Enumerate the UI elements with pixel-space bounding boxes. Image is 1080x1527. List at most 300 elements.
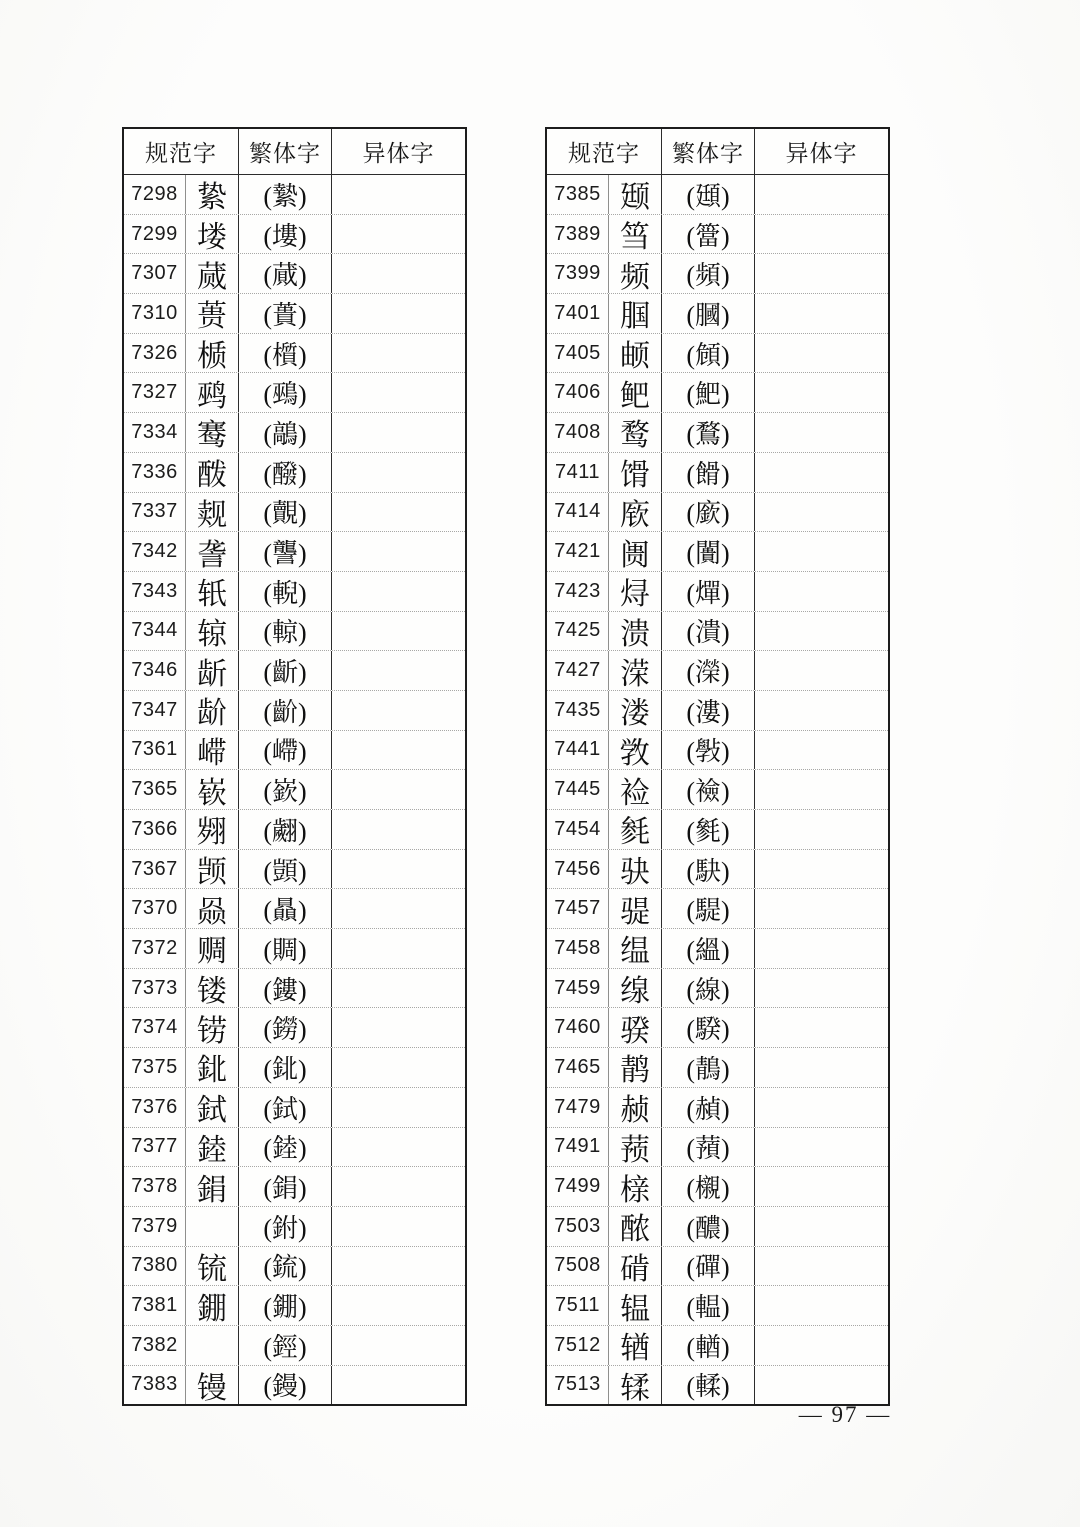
cell-traditional-character: (頠) — [661, 334, 754, 373]
table-row — [547, 1007, 888, 1047]
table-body — [547, 175, 888, 1404]
cell-traditional-character: (赬) — [661, 1088, 754, 1127]
cell-variant-character — [331, 1286, 465, 1325]
table-row — [124, 928, 465, 968]
cell-id: 7513 — [554, 1373, 601, 1396]
cell-traditional-character: (廞) — [661, 493, 754, 532]
header-standard-character: 规范字 — [145, 141, 217, 166]
cell-variant-character — [331, 1207, 465, 1246]
cell-traditional-character: (鉽) — [238, 1088, 331, 1127]
cell-traditional-character: (贔) — [238, 889, 331, 928]
cell-traditional-character: (讋) — [238, 532, 331, 571]
cell-variant-character — [331, 453, 465, 492]
cell-standard-character: 蒇 — [185, 254, 238, 293]
cell-standard-character: 腘 — [608, 294, 661, 333]
cell-traditional-character: (縕) — [661, 929, 754, 968]
cell-variant-character — [754, 929, 888, 968]
cell-id: 7365 — [131, 778, 178, 801]
cell-id: 7367 — [131, 857, 178, 880]
cell-id: 7381 — [131, 1294, 178, 1317]
cell-variant-character — [331, 1008, 465, 1047]
cell-traditional-character: (潰) — [661, 612, 754, 651]
table-row — [547, 1365, 888, 1405]
cell-traditional-character: (櫍) — [238, 334, 331, 373]
cell-traditional-character: (鶄) — [661, 1048, 754, 1087]
cell-standard-character: 鹀 — [185, 373, 238, 412]
cell-standard-character: 筜 — [608, 215, 661, 254]
cell-traditional-character: (顗) — [238, 850, 331, 889]
header-standard-character: 规范字 — [568, 141, 640, 166]
cell-variant-character — [754, 731, 888, 770]
table-row — [124, 1087, 465, 1127]
cell-variant-character — [331, 889, 465, 928]
cell-id: 7377 — [131, 1135, 178, 1158]
cell-variant-character — [331, 334, 465, 373]
table-row — [547, 1325, 888, 1365]
table-row — [547, 1047, 888, 1087]
table-row — [124, 769, 465, 809]
cell-variant-character — [754, 294, 888, 333]
cell-variant-character — [331, 929, 465, 968]
table-header-row — [547, 129, 888, 175]
cell-standard-character: 詟 — [185, 532, 238, 571]
cell-standard-character: 絷 — [185, 175, 238, 214]
cell-variant-character — [331, 493, 465, 532]
cell-id: 7435 — [554, 698, 601, 721]
table-row — [547, 175, 888, 214]
cell-id: 7361 — [131, 738, 178, 761]
cell-standard-character: 镘 — [185, 1366, 238, 1405]
cell-id: 7334 — [131, 420, 178, 443]
table-body — [124, 175, 465, 1404]
table-row — [124, 1365, 465, 1405]
cell-traditional-character: (醲) — [661, 1207, 754, 1246]
cell-traditional-character: (磾) — [661, 1247, 754, 1286]
cell-traditional-character: (齗) — [238, 651, 331, 690]
cell-id: 7479 — [554, 1095, 601, 1118]
cell-traditional-character: (嵽) — [238, 731, 331, 770]
cell-traditional-character: (鉜) — [238, 1207, 331, 1246]
cell-id: 7298 — [131, 182, 178, 205]
cell-variant-character — [754, 1128, 888, 1167]
cell-standard-character: 𫖮 — [185, 850, 238, 889]
cell-traditional-character: (輶) — [661, 1326, 754, 1365]
cell-variant-character — [754, 215, 888, 254]
cell-standard-character: 觌 — [185, 493, 238, 532]
header-variant-character: 异体字 — [331, 129, 465, 174]
cell-standard-character: 鋗 — [185, 1167, 238, 1206]
cell-traditional-character: (鋞) — [238, 1326, 331, 1365]
table-row — [124, 1007, 465, 1047]
cell-traditional-character: (賙) — [238, 929, 331, 968]
cell-standard-character: 馉 — [608, 453, 661, 492]
cell-standard-character: 䴖 — [608, 1048, 661, 1087]
cell-standard-character: 赑 — [185, 889, 238, 928]
cell-variant-character — [331, 572, 465, 611]
cell-traditional-character: (輼) — [661, 1286, 754, 1325]
table-row — [124, 492, 465, 532]
cell-variant-character — [331, 810, 465, 849]
cell-variant-character — [331, 731, 465, 770]
cell-standard-character: 𬨂 — [185, 572, 238, 611]
cell-standard-character: 榇 — [608, 1167, 661, 1206]
cell-traditional-character: (毿) — [661, 810, 754, 849]
cell-traditional-character: (鶩) — [661, 413, 754, 452]
cell-standard-character: 𬨎 — [608, 1326, 661, 1365]
table-row — [547, 928, 888, 968]
page-number: — 97 — — [798, 1402, 892, 1427]
table-row — [124, 571, 465, 611]
cell-standard-character: 溇 — [608, 691, 661, 730]
table-row — [547, 1166, 888, 1206]
cell-variant-character — [331, 1366, 465, 1405]
cell-variant-character — [331, 1088, 465, 1127]
cell-standard-character: 缊 — [608, 929, 661, 968]
cell-id: 7389 — [554, 222, 601, 245]
cell-traditional-character: (鋗) — [238, 1167, 331, 1206]
cell-variant-character — [331, 850, 465, 889]
cell-standard-character: 辒 — [608, 1286, 661, 1325]
cell-standard-character: 𫷷 — [608, 493, 661, 532]
cell-id: 7457 — [554, 897, 601, 920]
cell-traditional-character: (鐒) — [238, 1008, 331, 1047]
cell-id: 7343 — [131, 579, 178, 602]
cell-standard-character: 𬒔 — [608, 1247, 661, 1286]
cell-variant-character — [331, 1326, 465, 1365]
cell-variant-character — [754, 334, 888, 373]
cell-traditional-character: (鋶) — [238, 1247, 331, 1286]
cell-standard-character: 颋 — [608, 175, 661, 214]
cell-variant-character — [331, 175, 465, 214]
cell-variant-character — [331, 532, 465, 571]
cell-standard-character: 毵 — [608, 810, 661, 849]
cell-variant-character — [754, 1008, 888, 1047]
cell-variant-character — [331, 691, 465, 730]
cell-variant-character — [754, 572, 888, 611]
cell-id: 7445 — [554, 778, 601, 801]
header-variant-character: 异体字 — [754, 129, 888, 174]
cell-id: 7344 — [131, 619, 178, 642]
table-row — [547, 571, 888, 611]
table-row — [124, 412, 465, 452]
table-row — [547, 968, 888, 1008]
cell-standard-character: 骙 — [608, 1008, 661, 1047]
cell-traditional-character: (翽) — [238, 810, 331, 849]
cell-id: 7512 — [554, 1333, 601, 1356]
cell-standard-character: 𬱖 — [608, 334, 661, 373]
cell-traditional-character: (膕) — [661, 294, 754, 333]
cell-standard-character: 铹 — [185, 1008, 238, 1047]
cell-standard-character: 𫓨 — [185, 1326, 238, 1365]
cell-id: 7408 — [554, 420, 601, 443]
cell-variant-character — [754, 373, 888, 412]
cell-traditional-character: (醱) — [238, 453, 331, 492]
cell-variant-character — [754, 651, 888, 690]
table-row — [124, 650, 465, 690]
character-table-left — [122, 127, 467, 1406]
table-row — [547, 333, 888, 373]
cell-standard-character: 𬊈 — [608, 572, 661, 611]
cell-id: 7454 — [554, 817, 601, 840]
cell-traditional-character: (鏝) — [238, 1366, 331, 1405]
cell-standard-character: 赒 — [185, 929, 238, 968]
table-row — [124, 1127, 465, 1167]
table-row — [547, 650, 888, 690]
cell-variant-character — [331, 651, 465, 690]
cell-variant-character — [754, 413, 888, 452]
cell-id: 7337 — [131, 500, 178, 523]
cell-variant-character — [754, 969, 888, 1008]
cell-id: 7382 — [131, 1333, 178, 1356]
cell-variant-character — [754, 850, 888, 889]
cell-id: 7459 — [554, 976, 601, 999]
table-row — [547, 372, 888, 412]
cell-variant-character — [754, 612, 888, 651]
cell-variant-character — [754, 1088, 888, 1127]
table-row — [124, 809, 465, 849]
cell-standard-character: 酦 — [185, 453, 238, 492]
cell-variant-character — [331, 413, 465, 452]
cell-traditional-character: (輗) — [238, 572, 331, 611]
table-row — [124, 888, 465, 928]
cell-traditional-character: (覿) — [238, 493, 331, 532]
cell-traditional-character: (濚) — [661, 651, 754, 690]
cell-standard-character: 蒉 — [185, 294, 238, 333]
cell-id: 7326 — [131, 341, 178, 364]
cell-standard-character: 龂 — [185, 651, 238, 690]
cell-variant-character — [754, 770, 888, 809]
cell-id: 7373 — [131, 976, 178, 999]
cell-traditional-character: (鏤) — [238, 969, 331, 1008]
table-row — [547, 611, 888, 651]
table-row — [547, 809, 888, 849]
cell-variant-character — [754, 453, 888, 492]
cell-standard-character: 𫘝 — [608, 850, 661, 889]
cell-standard-character: 鹜 — [608, 413, 661, 452]
cell-id: 7375 — [131, 1055, 178, 1078]
cell-traditional-character: (錴) — [238, 1128, 331, 1167]
cell-id: 7511 — [554, 1294, 600, 1317]
cell-id: 7508 — [554, 1254, 601, 1277]
cell-id: 7366 — [131, 817, 178, 840]
cell-standard-character: 𬪩 — [608, 1207, 661, 1246]
cell-id: 7465 — [554, 1055, 601, 1078]
cell-variant-character — [331, 1128, 465, 1167]
cell-standard-character: 频 — [608, 254, 661, 293]
cell-traditional-character: (駃) — [661, 850, 754, 889]
cell-traditional-character: (蕆) — [238, 254, 331, 293]
cell-traditional-character: (漊) — [661, 691, 754, 730]
cell-id: 7346 — [131, 659, 178, 682]
header-traditional-character: 繁体字 — [661, 129, 754, 174]
table-row — [547, 849, 888, 889]
cell-traditional-character: (線) — [661, 969, 754, 1008]
cell-standard-character: 锍 — [185, 1247, 238, 1286]
cell-id: 7307 — [131, 262, 178, 285]
table-row — [547, 1127, 888, 1167]
cell-traditional-character: (斅) — [661, 731, 754, 770]
cell-id: 7310 — [131, 301, 178, 324]
cell-variant-character — [754, 1167, 888, 1206]
cell-standard-character: 𫘨 — [608, 889, 661, 928]
cell-id: 7460 — [554, 1016, 601, 1039]
cell-id: 7421 — [554, 540, 601, 563]
cell-variant-character — [331, 254, 465, 293]
table-row — [124, 293, 465, 333]
table-row — [124, 1206, 465, 1246]
cell-variant-character — [754, 889, 888, 928]
cell-id: 7425 — [554, 619, 601, 642]
table-row — [124, 214, 465, 254]
cell-traditional-character: (齘) — [238, 691, 331, 730]
table-row — [547, 452, 888, 492]
header-traditional-character: 繁体字 — [238, 129, 331, 174]
cell-id: 7379 — [131, 1214, 178, 1237]
table-row — [124, 253, 465, 293]
cell-variant-character — [331, 1167, 465, 1206]
cell-traditional-character: (嶔) — [238, 770, 331, 809]
cell-id: 7414 — [554, 500, 601, 523]
cell-standard-character: 鉳 — [185, 1048, 238, 1087]
cell-id: 7327 — [131, 381, 178, 404]
cell-standard-character: 敩 — [608, 731, 661, 770]
table-row — [124, 372, 465, 412]
cell-traditional-character: (簹) — [661, 215, 754, 254]
cell-standard-character: 缐 — [608, 969, 661, 1008]
table-row — [124, 1047, 465, 1087]
cell-traditional-character: (騠) — [661, 889, 754, 928]
cell-variant-character — [754, 1048, 888, 1087]
cell-standard-character: 赪 — [608, 1088, 661, 1127]
cell-traditional-character: (輮) — [661, 1366, 754, 1405]
cell-traditional-character: (襝) — [661, 770, 754, 809]
cell-traditional-character: (鉳) — [238, 1048, 331, 1087]
cell-standard-character: 翙 — [185, 810, 238, 849]
table-row — [547, 214, 888, 254]
cell-id: 7427 — [554, 659, 601, 682]
cell-id: 7441 — [554, 738, 601, 761]
table-row — [124, 531, 465, 571]
cell-id: 7347 — [131, 698, 178, 721]
character-table-right — [545, 127, 890, 1406]
cell-id: 7491 — [554, 1135, 601, 1158]
cell-traditional-character: (䰾) — [661, 373, 754, 412]
cell-traditional-character: (塿) — [238, 215, 331, 254]
table-row — [547, 690, 888, 730]
cell-standard-character: 𬃊 — [185, 334, 238, 373]
cell-variant-character — [754, 1247, 888, 1286]
cell-standard-character: 裣 — [608, 770, 661, 809]
table-row — [547, 531, 888, 571]
cell-traditional-character: (頻) — [661, 254, 754, 293]
cell-standard-character: 溁 — [608, 651, 661, 690]
cell-traditional-character: (闠) — [661, 532, 754, 571]
cell-id: 7406 — [554, 381, 601, 404]
cell-variant-character — [754, 1366, 888, 1405]
cell-variant-character — [331, 770, 465, 809]
cell-traditional-character: (輬) — [238, 612, 331, 651]
cell-variant-character — [331, 1048, 465, 1087]
cell-variant-character — [754, 493, 888, 532]
cell-id: 7383 — [131, 1373, 178, 1396]
cell-id: 7399 — [554, 262, 601, 285]
cell-standard-character: 𫐓 — [608, 1366, 661, 1405]
table-row — [124, 968, 465, 1008]
cell-id: 7342 — [131, 540, 178, 563]
table-row — [547, 1285, 888, 1325]
cell-standard-character: 𪣻 — [185, 215, 238, 254]
table-row — [547, 730, 888, 770]
cell-variant-character — [754, 254, 888, 293]
cell-traditional-character: (蕷) — [661, 1128, 754, 1167]
cell-variant-character — [754, 175, 888, 214]
cell-traditional-character: (蕢) — [238, 294, 331, 333]
table-row — [124, 452, 465, 492]
cell-standard-character: 𬹼 — [185, 691, 238, 730]
cell-id: 7336 — [131, 460, 178, 483]
cell-id: 7499 — [554, 1175, 601, 1198]
cell-standard-character: 鉽 — [185, 1088, 238, 1127]
cell-traditional-character: (櫬) — [661, 1167, 754, 1206]
cell-variant-character — [331, 294, 465, 333]
table-row — [547, 1206, 888, 1246]
table-row — [124, 849, 465, 889]
cell-variant-character — [331, 373, 465, 412]
cell-traditional-character: (頲) — [661, 175, 754, 214]
cell-id: 7385 — [554, 182, 601, 205]
cell-id: 7370 — [131, 897, 178, 920]
cell-variant-character — [331, 612, 465, 651]
table-row — [124, 730, 465, 770]
cell-id: 7423 — [554, 579, 601, 602]
cell-traditional-character: (餶) — [661, 453, 754, 492]
table-row — [547, 412, 888, 452]
cell-id: 7456 — [554, 857, 601, 880]
table-row — [547, 492, 888, 532]
cell-standard-character: 𫓺 — [185, 1207, 238, 1246]
cell-id: 7376 — [131, 1095, 178, 1118]
cell-id: 7458 — [554, 936, 601, 959]
cell-variant-character — [331, 969, 465, 1008]
cell-id: 7411 — [554, 460, 600, 483]
cell-id: 7401 — [554, 301, 601, 324]
table-row — [547, 1087, 888, 1127]
table-row — [124, 175, 465, 214]
table-row — [124, 333, 465, 373]
cell-standard-character: 錋 — [185, 1286, 238, 1325]
cell-variant-character — [754, 532, 888, 571]
table-row — [547, 769, 888, 809]
table-row — [547, 253, 888, 293]
cell-standard-character: 𫶇 — [185, 731, 238, 770]
cell-id: 7405 — [554, 341, 601, 364]
cell-standard-character: 𬸣 — [185, 413, 238, 452]
cell-standard-character: 阓 — [608, 532, 661, 571]
cell-standard-character: 镂 — [185, 969, 238, 1008]
cell-variant-character — [754, 1207, 888, 1246]
cell-variant-character — [331, 215, 465, 254]
cell-id: 7378 — [131, 1175, 178, 1198]
table-row — [124, 611, 465, 651]
cell-standard-character: 溃 — [608, 612, 661, 651]
table-header-row — [124, 129, 465, 175]
table-row — [124, 690, 465, 730]
table-row — [547, 1246, 888, 1286]
cell-variant-character — [754, 691, 888, 730]
cell-id: 7374 — [131, 1016, 178, 1039]
cell-traditional-character: (縶) — [238, 175, 331, 214]
cell-variant-character — [754, 1326, 888, 1365]
